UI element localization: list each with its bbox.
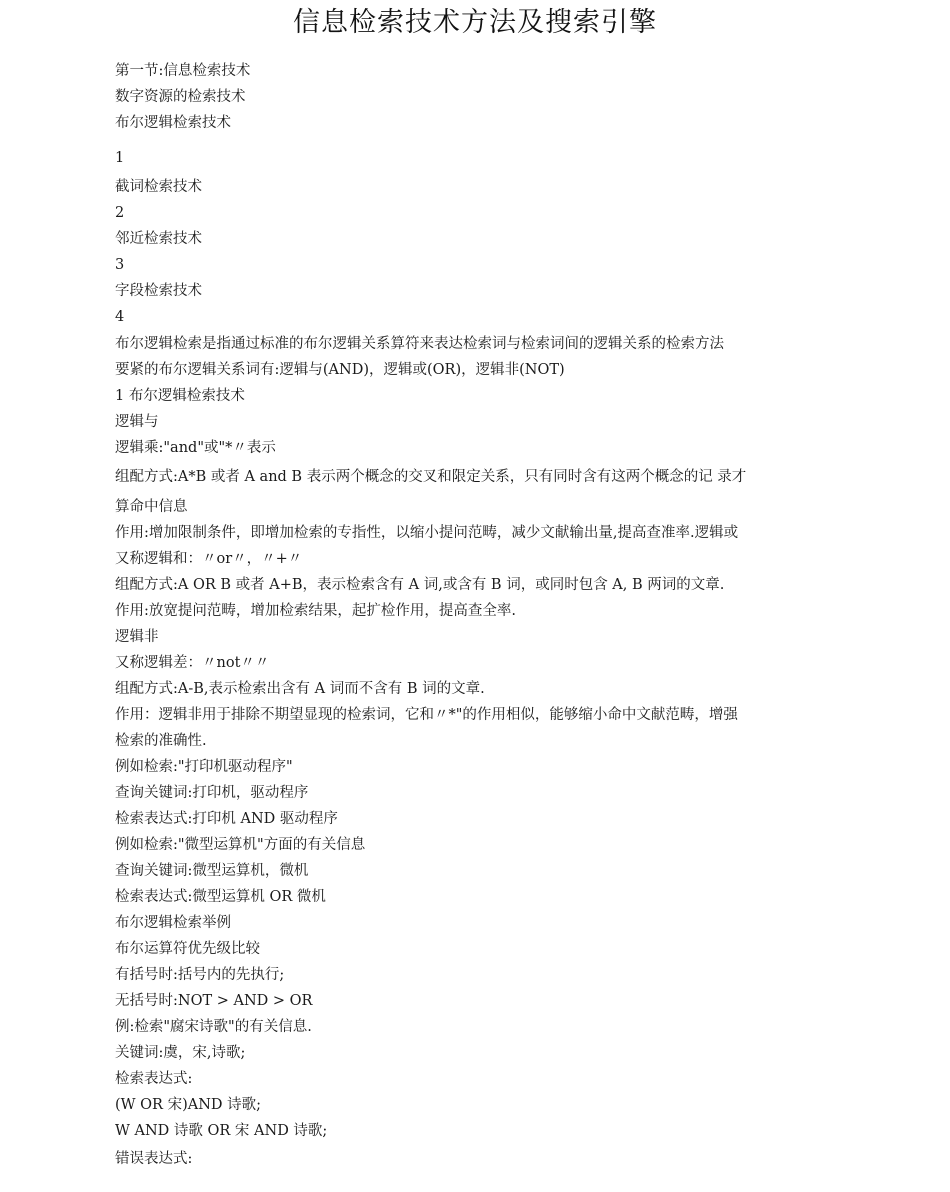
- text-line: 布尔逻辑检索是指通过标准的布尔逻辑关系算符来表达检索词与检索词间的逻辑关系的检索方法: [115, 336, 724, 352]
- text-line: 逻辑乘:"and"或"*〃表示: [115, 440, 276, 456]
- text-line: (W OR 宋)AND 诗歌;: [115, 1097, 262, 1113]
- text-line: 作用:增加限制条件，即增加检索的专指性，以缩小提问范畴，减少文献输出量,提高查准率.逻辑或: [115, 525, 739, 541]
- text-line: 又称逻辑和：〃or〃，〃+〃: [115, 551, 303, 567]
- text-line: 组配方式:A OR B 或者 A+B，表示检索含有 A 词,或含有 B 词，或同时包含 A, B 两词的文章.: [115, 577, 725, 593]
- text-line: 4: [115, 309, 125, 325]
- text-line: 3: [115, 257, 125, 273]
- text-line: 数字资源的检索技术: [115, 89, 246, 105]
- text-line: 逻辑与: [115, 414, 159, 430]
- text-line: 逻辑非: [115, 629, 159, 645]
- text-line: 1 布尔逻辑检索技术: [115, 388, 245, 404]
- text-line: 字段检索技术: [115, 283, 202, 299]
- text-line: 查询关键词:微型运算机，微机: [115, 863, 309, 879]
- text-line: 又称逻辑差：〃not〃〃: [115, 655, 270, 671]
- text-line: 布尔逻辑检索举例: [115, 915, 231, 931]
- text-line: 有括号时:括号内的先执行;: [115, 967, 285, 983]
- text-line: 2: [115, 205, 125, 221]
- text-line: 布尔逻辑检索技术: [115, 115, 231, 131]
- text-line: 检索表达式:微型运算机 OR 微机: [115, 889, 326, 905]
- text-line: 检索的准确性.: [115, 733, 207, 749]
- text-line: 例如检索:"打印机驱动程序": [115, 759, 293, 775]
- text-line: 算命中信息: [115, 499, 188, 515]
- text-line: 布尔运算符优先级比较: [115, 941, 260, 957]
- text-line: 组配方式:A-B,表示检索出含有 A 词而不含有 B 词的文章.: [115, 681, 485, 697]
- text-line: 1: [115, 150, 125, 166]
- text-line: 要紧的布尔逻辑关系词有:逻辑与(AND)，逻辑或(OR)，逻辑非(NOT): [115, 362, 565, 378]
- text-line: 作用：逻辑非用于排除不期望显现的检索词，它和〃*"的作用相似，能够缩小命中文献范畴，增强: [115, 707, 738, 723]
- text-line: 检索表达式:打印机 AND 驱动程序: [115, 811, 338, 827]
- text-line: 查询关键词:打印机，驱动程序: [115, 785, 309, 801]
- text-line: 无括号时:NOT > AND > OR: [115, 993, 313, 1009]
- text-line: 组配方式:A*B 或者 A and B 表示两个概念的交叉和限定关系，只有同时含有这两个概念的记 录才: [115, 469, 747, 485]
- page-title: 信息检索技术方法及搜索引擎: [293, 7, 657, 38]
- text-line: 检索表达式:: [115, 1071, 193, 1087]
- text-line: 作用:放宽提问范畴，增加检索结果，起扩检作用，提高查全率.: [115, 603, 516, 619]
- text-line: 错误表达式:: [115, 1151, 193, 1167]
- text-line: 例如检索:"微型运算机"方面的有关信息: [115, 837, 366, 853]
- text-line: 截词检索技术: [115, 179, 202, 195]
- text-line: 邻近检索技术: [115, 231, 202, 247]
- text-line: W AND 诗歌 OR 宋 AND 诗歌;: [115, 1123, 328, 1139]
- text-line: 第一节:信息检索技术: [115, 63, 251, 79]
- text-line: 例:检索"腐宋诗歌"的有关信息.: [115, 1019, 312, 1035]
- text-line: 关键词:虞，宋,诗歌;: [115, 1045, 246, 1061]
